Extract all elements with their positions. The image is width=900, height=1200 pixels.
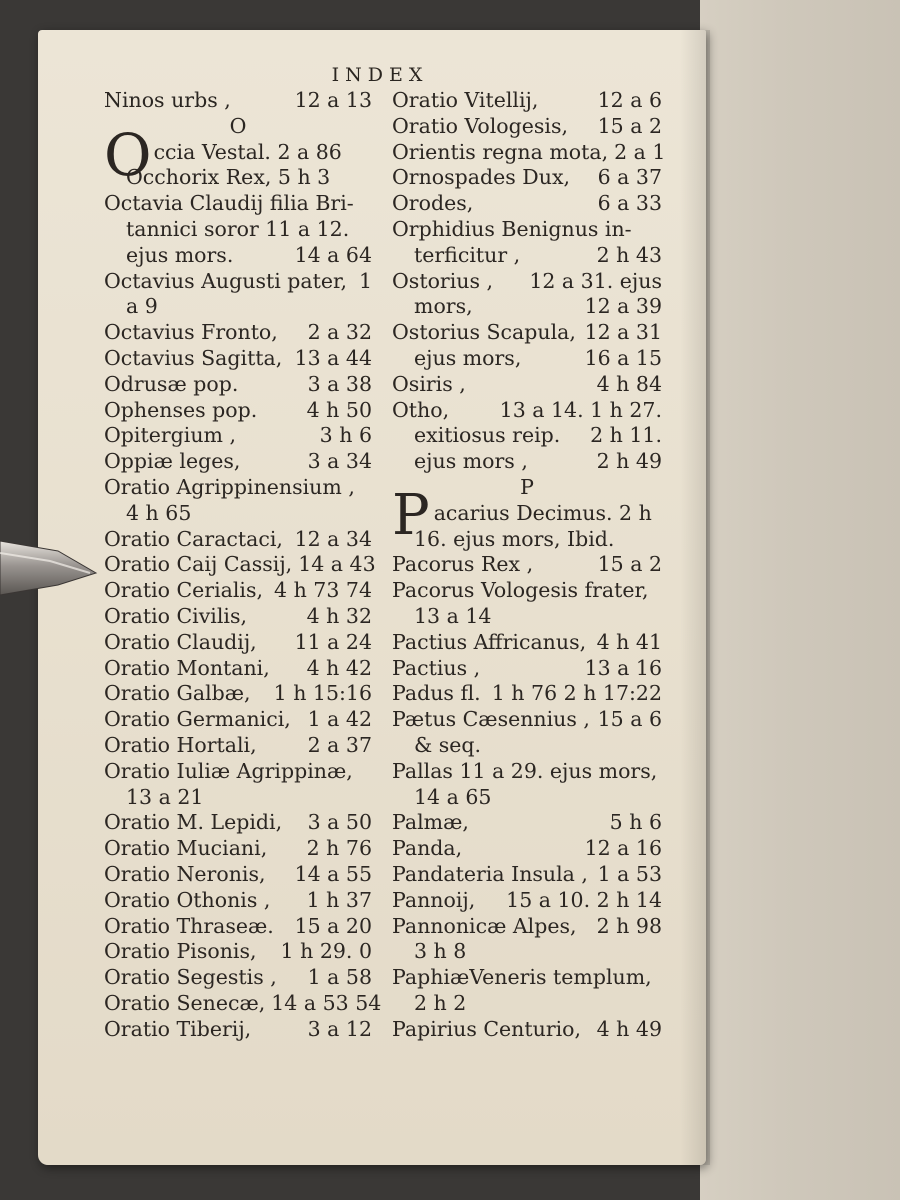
index-reference: 15 a 10. 2 h 14 <box>506 887 662 912</box>
index-reference: 4 h 84 <box>596 371 662 396</box>
index-entry <box>392 552 662 578</box>
index-entry <box>392 269 662 295</box>
index-term: ejus mors, <box>414 345 522 370</box>
index-entry <box>392 1017 662 1043</box>
index-term: Pacarius Decimus. 2 h <box>392 482 652 548</box>
index-entry <box>392 114 662 140</box>
index-entry <box>392 346 662 372</box>
index-entry <box>392 991 662 1017</box>
index-term: Oratio Galbæ, <box>104 681 251 706</box>
index-reference <box>656 604 662 630</box>
index-reference <box>366 294 372 320</box>
index-reference <box>656 527 662 553</box>
index-entry <box>104 630 372 656</box>
index-entry <box>392 681 662 707</box>
index-entry <box>104 707 372 733</box>
index-reference <box>366 165 372 191</box>
left-index-column <box>104 88 382 1042</box>
index-entry <box>392 965 662 991</box>
index-term: Otho, <box>392 397 450 422</box>
index-entry <box>104 269 372 295</box>
index-reference <box>656 501 662 527</box>
index-reference <box>366 191 372 217</box>
index-entry <box>392 139 666 166</box>
index-reference <box>656 733 662 759</box>
index-reference: 3 a 38 <box>307 371 372 396</box>
index-term: Oratio Caij Cassij, <box>104 552 293 577</box>
index-entry <box>392 785 662 811</box>
index-term: mors, <box>414 294 473 319</box>
index-reference <box>656 578 662 604</box>
index-reference: 1 <box>358 268 372 293</box>
index-entry <box>104 1017 372 1043</box>
index-reference: 12 a 31 <box>584 320 662 345</box>
index-term: Ophenses pop. <box>104 397 258 422</box>
index-entry <box>392 88 662 114</box>
index-entry <box>392 398 662 424</box>
index-entry <box>392 604 662 630</box>
index-reference: 12 a 16 <box>584 836 662 861</box>
index-entry <box>392 707 662 733</box>
index-entry <box>392 630 662 656</box>
index-reference: 13 a 14. 1 h 27. <box>499 397 662 422</box>
index-term: Oratio Muciani, <box>104 836 268 861</box>
index-term: Ostorius , <box>392 268 494 293</box>
index-term: 16. ejus mors, Ibid. <box>414 526 615 551</box>
index-entry <box>104 552 376 578</box>
index-term: Orientis regna mota, <box>392 139 609 164</box>
index-reference: 2 h 11. <box>590 423 662 448</box>
index-term: 13 a 14 <box>414 603 492 628</box>
index-reference: 1 a 53 <box>597 861 662 886</box>
index-term: Octavia Claudij filia Bri- <box>104 191 354 216</box>
index-entry <box>104 939 372 965</box>
index-term: Oratio Pisonis, <box>104 939 257 964</box>
index-reference: 14 a 53 54 <box>271 990 382 1015</box>
index-entry <box>392 810 662 836</box>
index-reference: 5 h 6 <box>609 810 662 835</box>
index-term: & seq. <box>414 732 482 757</box>
index-term: 3 h 8 <box>414 939 467 964</box>
index-reference <box>657 759 663 785</box>
index-entry <box>104 810 372 836</box>
index-reference: 4 h 50 <box>306 397 372 422</box>
index-term: 14 a 65 <box>414 784 492 809</box>
index-term: Oratio Civilis, <box>104 603 248 628</box>
index-reference: 15 a 6 <box>597 707 662 732</box>
index-entry <box>392 578 662 604</box>
index-entry <box>392 733 662 759</box>
index-term: Octavius Sagitta, <box>104 345 283 370</box>
index-term: ejus mors. <box>126 242 234 267</box>
index-entry <box>104 346 372 372</box>
index-entry <box>104 759 372 785</box>
index-term: Orodes, <box>392 191 474 216</box>
index-reference: 15 a 2 <box>597 113 662 138</box>
index-reference: 4 h 41 <box>596 629 662 654</box>
index-reference <box>656 217 662 243</box>
index-entry <box>392 320 662 346</box>
index-entry <box>392 759 662 785</box>
index-entry <box>392 836 662 862</box>
index-term: Orphidius Benignus in- <box>392 216 632 241</box>
index-entry <box>104 449 372 475</box>
index-reference <box>656 965 662 991</box>
index-reference: 4 h 73 74 <box>274 578 372 603</box>
index-reference <box>366 140 372 166</box>
background-pages <box>700 0 900 1200</box>
index-term: Odrusæ pop. <box>104 371 239 396</box>
index-term: Oratio Agrippinensium , <box>104 474 355 499</box>
index-reference: 1 h 37 <box>306 887 372 912</box>
index-term: Pacorus Vologesis frater, <box>392 578 649 603</box>
index-entry <box>392 243 662 269</box>
index-entry <box>392 656 662 682</box>
pen-tip-icon <box>0 535 100 597</box>
index-entry <box>104 372 372 398</box>
index-term: Panda, <box>392 836 463 861</box>
index-reference: 3 h 6 <box>319 423 372 448</box>
index-reference: 1 h 29. 0 <box>280 939 372 964</box>
page-gutter-shadow <box>680 30 710 1165</box>
index-term: Pannonicæ Alpes, <box>392 913 577 938</box>
index-term: Oratio Cerialis, <box>104 578 264 603</box>
index-entry <box>104 501 372 527</box>
index-term: Papirius Centurio, <box>392 1016 582 1041</box>
index-reference: 12 a 6 <box>597 88 662 112</box>
index-entry <box>104 578 372 604</box>
index-reference: 4 h 42 <box>306 655 372 680</box>
index-entry <box>104 88 372 114</box>
index-entry <box>104 888 372 914</box>
index-reference: 13 a 16 <box>584 655 662 680</box>
index-entry <box>104 733 372 759</box>
index-entry <box>104 527 372 553</box>
index-reference: 12 a 31. ejus <box>529 268 662 293</box>
index-term: Oratio Hortali, <box>104 732 257 757</box>
index-reference <box>366 501 372 527</box>
index-reference <box>656 991 662 1017</box>
index-term: terficitur , <box>414 242 521 267</box>
index-term: Pallas 11 a 29. ejus mors, <box>392 758 658 783</box>
index-term: PaphiæVeneris templum, <box>392 965 652 990</box>
index-term: Octavius Fronto, <box>104 320 278 345</box>
index-reference: 2 a 1 <box>614 139 666 164</box>
index-entry <box>104 862 372 888</box>
index-term: Oratio Othonis , <box>104 887 271 912</box>
index-reference: 2 a 32 <box>307 320 372 345</box>
index-term: Oratio Tiberij, <box>104 1016 252 1041</box>
index-term: Opitergium , <box>104 423 237 448</box>
index-reference: 14 a 64 <box>294 242 372 267</box>
index-entry <box>392 449 662 475</box>
index-term: Ninos urbs , <box>104 88 231 112</box>
index-term: tannici soror 11 a 12. <box>126 216 350 241</box>
index-reference <box>656 939 662 965</box>
index-term: Oppiæ leges, <box>104 449 241 474</box>
index-term: ejus mors , <box>414 449 528 474</box>
index-entry <box>104 836 372 862</box>
index-entry <box>392 423 662 449</box>
index-reference: 16 a 15 <box>584 345 662 370</box>
index-entry <box>392 527 662 553</box>
index-entry <box>104 965 372 991</box>
index-reference: 1 a 42 <box>307 707 372 732</box>
index-term: Oratio Germanici, <box>104 707 291 732</box>
index-reference <box>366 475 372 501</box>
index-term: exitiosus reip. <box>414 423 561 448</box>
index-term: Pacorus Rex , <box>392 552 534 577</box>
right-index-column <box>392 88 666 1042</box>
index-term: Octavius Augusti pater, <box>104 268 348 293</box>
index-reference: 13 a 44 <box>294 345 372 370</box>
index-entry <box>104 398 372 424</box>
index-entry <box>104 475 372 501</box>
index-reference: 1 a 58 <box>307 965 372 990</box>
index-term: Oratio Vitellij, <box>392 88 539 112</box>
index-reference: 2 h 98 <box>596 913 662 938</box>
index-entry <box>392 165 662 191</box>
index-entry <box>104 320 372 346</box>
index-entry <box>392 217 662 243</box>
section-letter <box>392 475 662 501</box>
index-reference <box>366 759 372 785</box>
index-entry <box>392 888 662 914</box>
index-reference: 2 h 76 <box>306 836 372 861</box>
index-entry <box>392 191 662 217</box>
index-entry <box>104 217 372 243</box>
index-term: Oratio Iuliæ Agrippinæ, <box>104 758 353 783</box>
index-term: Oratio Senecæ, <box>104 990 266 1015</box>
index-term: Oratio Vologesis, <box>392 113 569 138</box>
index-term: 13 a 21 <box>126 784 204 809</box>
index-term: Ostorius Scapula, <box>392 320 576 345</box>
index-entry <box>392 939 662 965</box>
index-term: Pætus Cæsennius , <box>392 707 590 732</box>
index-term: Pandateria Insula , <box>392 861 588 886</box>
index-term: Oratio Thraseæ. <box>104 913 274 938</box>
index-entry <box>104 604 372 630</box>
index-term: Oratio Claudij, <box>104 629 257 654</box>
index-entry <box>104 656 372 682</box>
index-term: Oratio Montani, <box>104 655 270 680</box>
index-reference <box>656 785 662 811</box>
index-reference: 3 a 12 <box>307 1016 372 1041</box>
index-entry <box>392 372 662 398</box>
index-entry <box>104 294 372 320</box>
section-letter-text: P <box>520 474 534 499</box>
index-entry <box>392 294 662 320</box>
index-reference: 2 a 37 <box>307 732 372 757</box>
index-entry <box>392 914 662 940</box>
index-reference: 6 a 33 <box>597 191 662 216</box>
index-reference <box>366 217 372 243</box>
index-reference: 11 a 24 <box>294 629 372 654</box>
index-term: Ornospades Dux, <box>392 165 571 190</box>
index-reference: 12 a 13 <box>294 88 372 112</box>
index-entry <box>104 681 372 707</box>
index-term: Pannoij, <box>392 887 476 912</box>
index-term: Padus fl. <box>392 681 481 706</box>
index-term: Oratio Neronis, <box>104 861 266 886</box>
index-reference: 2 h 43 <box>596 242 662 267</box>
index-entry <box>104 423 372 449</box>
index-reference: 3 a 50 <box>307 810 372 835</box>
index-term: Pactius , <box>392 655 481 680</box>
index-term: Oratio M. Lepidi, <box>104 810 283 835</box>
index-entry <box>104 165 372 191</box>
index-term: 2 h 2 <box>414 990 467 1015</box>
index-reference: 15 a 2 <box>597 552 662 577</box>
index-term: Oratio Segestis , <box>104 965 277 990</box>
page-header: INDEX <box>331 64 429 86</box>
index-reference: 12 a 39 <box>584 294 662 319</box>
index-term: Pactius Affricanus, <box>392 629 587 654</box>
index-reference: 14 a 43 <box>298 552 376 577</box>
index-term: Occia Vestal. 2 a 86 <box>104 120 342 189</box>
index-reference: 2 h 49 <box>596 449 662 474</box>
index-reference: 12 a 34 <box>294 526 372 551</box>
index-term: a 9 <box>126 294 158 319</box>
index-term: Oratio Caractaci, <box>104 526 283 551</box>
index-term: Osiris , <box>392 371 466 396</box>
index-entry <box>104 785 372 811</box>
index-term: Palmæ, <box>392 810 469 835</box>
index-entry <box>104 914 372 940</box>
index-reference: 14 a 55 <box>294 861 372 886</box>
index-reference: 1 h 15:16 <box>273 681 372 706</box>
index-term: Occhorix Rex, 5 h 3 <box>126 165 331 190</box>
index-reference: 15 a 20 <box>294 913 372 938</box>
index-reference: 4 h 32 <box>306 603 372 628</box>
index-reference: 1 h 76 2 h 17:22 <box>491 681 662 706</box>
index-entry <box>104 990 382 1017</box>
section-letter-text: O <box>229 113 247 138</box>
index-term: 4 h 65 <box>126 500 192 525</box>
index-reference: 3 a 34 <box>307 449 372 474</box>
index-entry <box>104 191 372 217</box>
index-entry <box>104 243 372 269</box>
index-reference <box>366 785 372 811</box>
index-reference: 4 h 49 <box>596 1016 662 1041</box>
index-entry <box>392 862 662 888</box>
index-reference: 6 a 37 <box>597 165 662 190</box>
